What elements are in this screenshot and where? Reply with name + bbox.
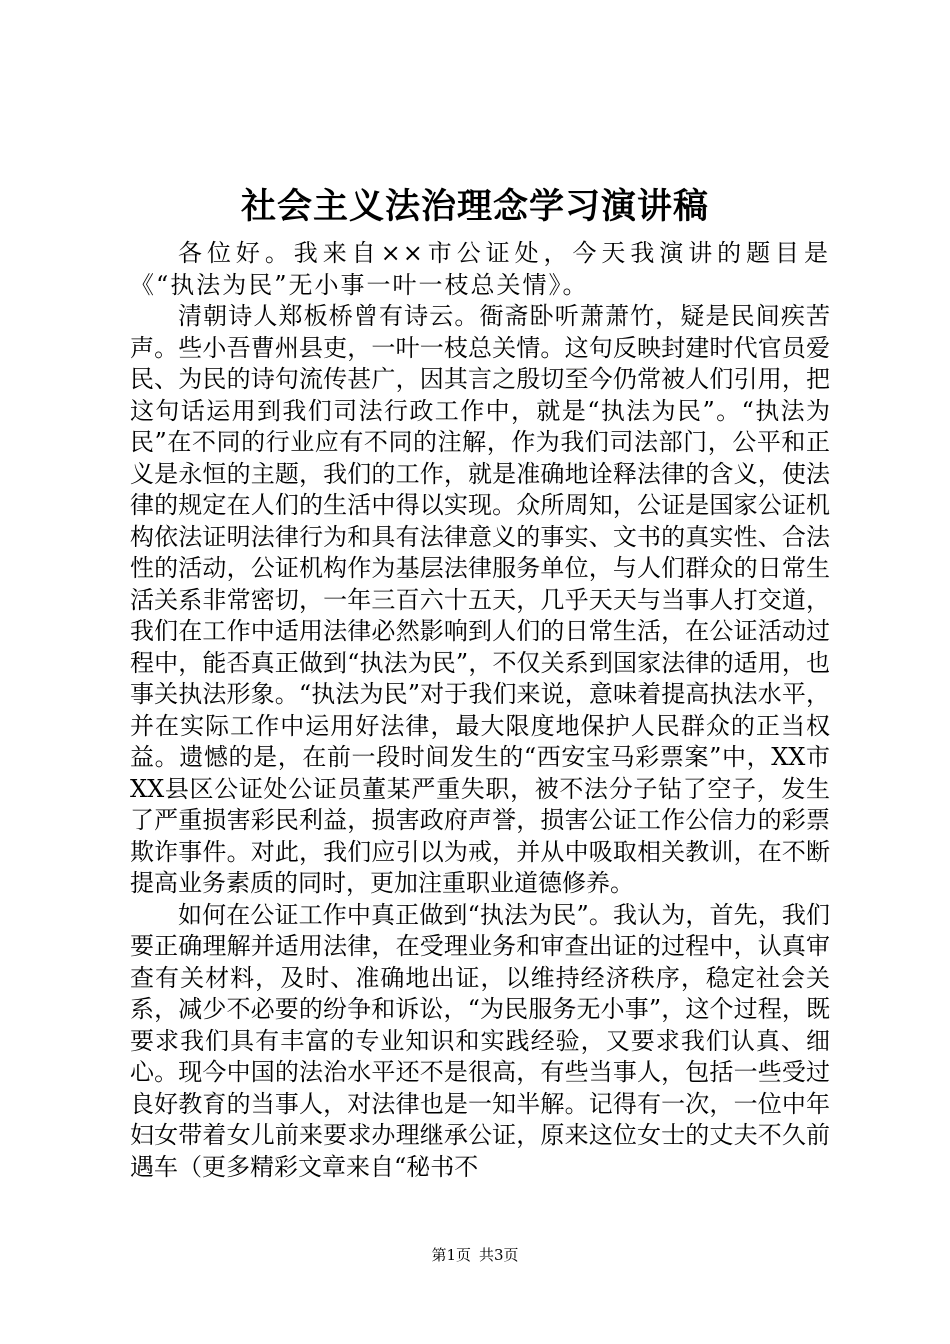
paragraph-poem-intro: 清朝诗人郑板桥曾有诗云。衙斋卧听萧萧竹，疑是民间疾苦声。些小吾曹州县吏，一叶一枝总关情。这句反映封建时代官员爱民、为民的诗句流传甚广，因其言之殷切至今仍常被人们引用，把这句话运用到我们司法行政工作中，就是“执法为民”。“执法为民”在不同的行业应有不同的注解，作为我们司法部门，公平和正义是永恒的主题，我们的工作，就是准确地诠释法律的含义，使法律的规定在人们的生活中得以实现。众所周知，公证是国家公证机构依法证明法律行为和具有法律意义的事实、文书的真实性、合法性的活动，公证机构作为基层法律服务单位，与人们群众的日常生活关系非常密切，一年三百六十五天，几乎天天与当事人打交道，我们在工作中适用法律必然影响到人们的日常生活，在公证活动过程中，能否真正做到“执法为民”，不仅关系到国家法律的适用，也事关执法形象。“执法为民”对于我们来说，意味着提高执法水平，并在实际工作中运用好法律，最大限度地保护人民群众的正当权益。遗憾的是，在前一段时间发生的“西安宝马彩票案”中，XX市XX县区公证处公证员董某严重失职，被不法分子钻了空子，发生了严重损害彩民利益，损害政府声誉，损害公证工作公信力的彩票欺诈事件。对此，我们应引以为戒，并从中吸取相关教训，在不断提高业务素质的同时，更加注重职业道德修养。: [130, 302, 830, 897]
paragraph-greeting: 各位好。我来自××市公证处，今天我演讲的题目是《“执法为民”无小事一叶一枝总关情》。: [130, 239, 830, 299]
page-total: 共3页: [479, 1246, 519, 1264]
document-body: [130, 238, 830, 1183]
document-title: 社会主义法治理念学习演讲稿: [240, 186, 709, 227]
page-number: 第1页: [431, 1246, 471, 1264]
paragraph-how-to: 如何在公证工作中真正做到“执法为民”。我认为，首先，我们要正确理解并适用法律，在受理业务和审查出证的过程中，认真审查有关材料，及时、准确地出证，以维持经济秩序，稳定社会关系，减少不必要的纷争和诉讼，“为民服务无小事”，这个过程，既要求我们具有丰富的专业知识和实践经验，又要求我们认真、细心。现今中国的法治水平还不是很高，有些当事人，包括一些受过良好教育的当事人，对法律也是一知半解。记得有一次，一位中年妇女带着女儿前来要求办理继承公证，原来这位女士的丈夫不久前遇车（更多精彩文章来自“秘书不: [130, 900, 830, 1181]
page-footer: [0, 1244, 950, 1266]
